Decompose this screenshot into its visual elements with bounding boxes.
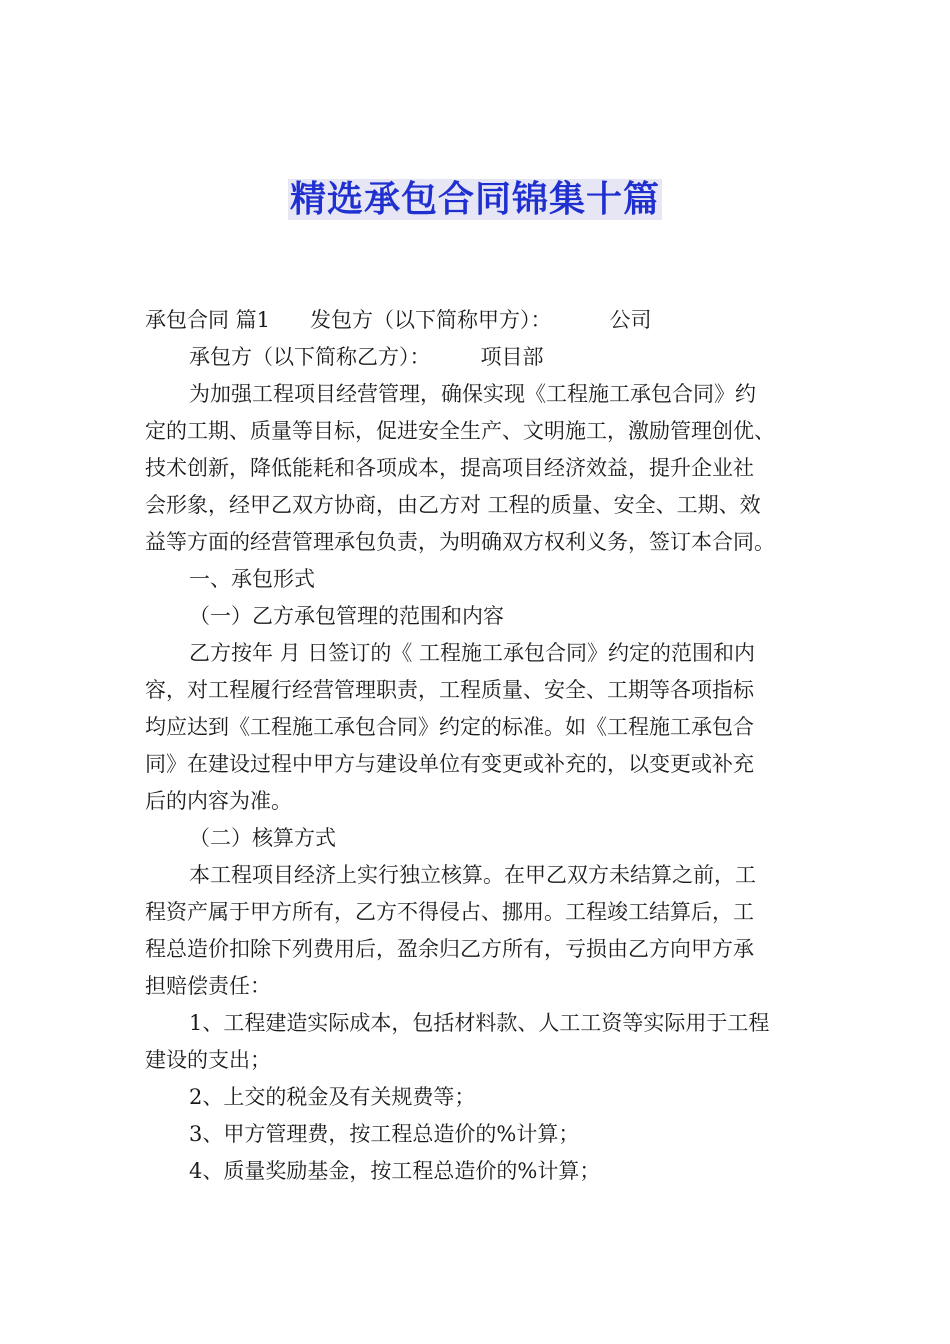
party-b-label: 承包方（以下简称乙方）： <box>189 345 431 369</box>
paragraph-line: 会形象，经甲乙双方协商，由乙方对 工程的质量、安全、工期、效 <box>145 493 761 517</box>
paragraph-scope <box>145 635 810 820</box>
list-item: 2、上交的税金及有关规费等； <box>189 1085 476 1109</box>
paragraph-line: 担赔偿责任： <box>145 974 271 998</box>
paragraph-line: 容，对工程履行经营管理职责，工程质量、安全、工期等各项指标 <box>145 678 754 702</box>
list-item-line: 1、工程建造实际成本，包括材料款、人工工资等实际用于工程 <box>189 1011 770 1035</box>
subsection-heading: （二）核算方式 <box>189 826 336 850</box>
party-b-line <box>145 339 810 376</box>
paragraph-line: 乙方按年 月 日签订的《 工程施工承包合同》约定的范围和内 <box>189 641 756 665</box>
contract-number: 承包合同 篇1 <box>145 308 271 332</box>
paragraph-line: 均应达到《工程施工承包合同》约定的标准。如《工程施工承包合 <box>145 715 754 739</box>
paragraph-line: 定的工期、质量等目标，促进安全生产、文明施工，激励管理创优、 <box>145 419 775 443</box>
list-item <box>145 1005 810 1079</box>
paragraph-line: 后的内容为准。 <box>145 789 292 813</box>
paragraph-line: 益等方面的经营管理承包负责，为明确双方权利义务，签订本合同。 <box>145 530 775 554</box>
list-item: 4、质量奖励基金，按工程总造价的%计算； <box>189 1159 601 1183</box>
paragraph-line: 程资产属于甲方所有，乙方不得侵占、挪用。工程竣工结算后，工 <box>145 900 754 924</box>
document-title <box>0 176 950 224</box>
paragraph-purpose <box>145 376 810 561</box>
party-b-value: 项目部 <box>480 345 544 369</box>
document-title-text: 精选承包合同锦集十篇 <box>289 179 660 220</box>
party-a-value: 公司 <box>609 308 652 332</box>
contract-header-line <box>145 302 810 339</box>
list-item: 3、甲方管理费，按工程总造价的%计算； <box>189 1122 580 1146</box>
paragraph-line: 同》在建设过程中甲方与建设单位有变更或补充的，以变更或补充 <box>145 752 754 776</box>
list-item-line: 建设的支出； <box>145 1048 271 1072</box>
section-heading: 一、承包形式 <box>189 567 315 591</box>
document-body <box>145 302 810 1190</box>
paragraph-accounting <box>145 857 810 1005</box>
paragraph-line: 本工程项目经济上实行独立核算。在甲乙双方未结算之前，工 <box>189 863 756 887</box>
party-a-label: 发包方（以下简称甲方）： <box>310 308 552 332</box>
paragraph-line: 程总造价扣除下列费用后，盈余归乙方所有，亏损由乙方向甲方承 <box>145 937 754 961</box>
paragraph-line: 为加强工程项目经营管理，确保实现《工程施工承包合同》约 <box>189 382 756 406</box>
subsection-heading: （一）乙方承包管理的范围和内容 <box>189 604 504 628</box>
paragraph-line: 技术创新，降低能耗和各项成本，提高项目经济效益，提升企业社 <box>145 456 754 480</box>
